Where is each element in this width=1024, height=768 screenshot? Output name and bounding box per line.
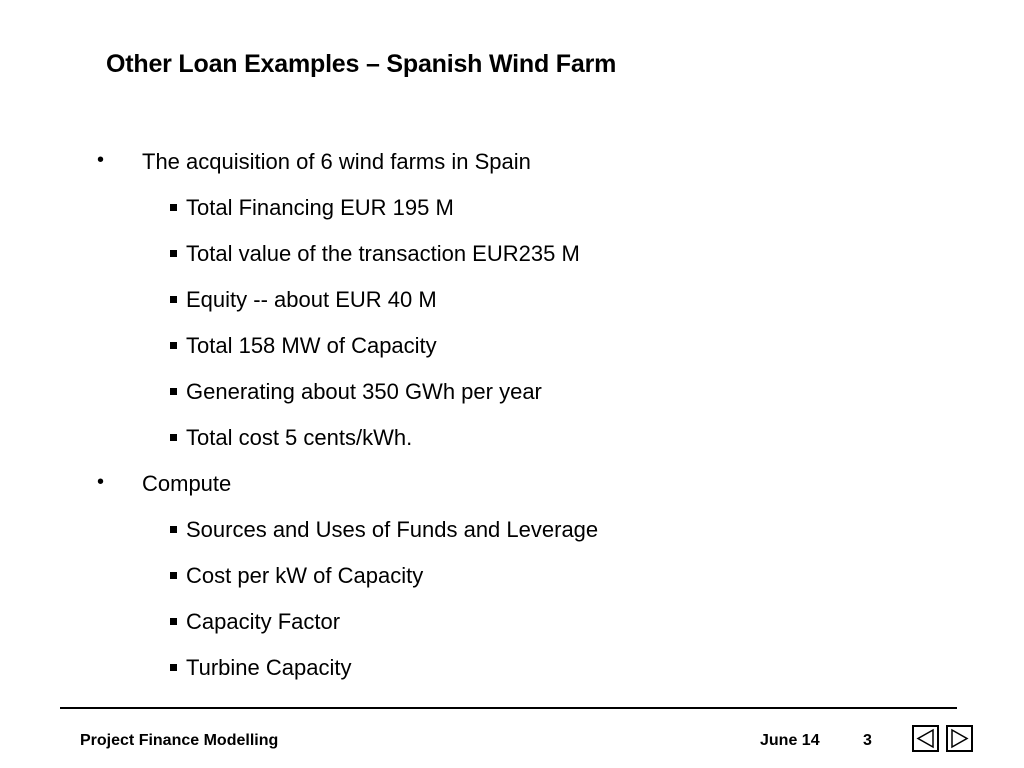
sub-bullet-text: Equity -- about EUR 40 M <box>186 287 437 312</box>
page-number: 3 <box>863 732 872 749</box>
square-bullet-icon <box>170 296 177 303</box>
square-bullet-icon <box>170 434 177 441</box>
triangle-left-icon <box>915 728 936 749</box>
bullet-text: The acquisition of 6 wind farms in Spain <box>142 149 531 174</box>
footer-divider <box>60 707 957 709</box>
footer-course-title: Project Finance Modelling <box>80 732 279 749</box>
sub-bullet-text: Turbine Capacity <box>186 655 352 680</box>
triangle-right-icon <box>949 728 970 749</box>
bullet-text: Compute <box>142 471 232 496</box>
bullet-marker: • <box>97 149 105 171</box>
square-bullet-icon <box>170 618 177 625</box>
next-slide-button[interactable] <box>946 725 973 752</box>
sub-bullet-text: Total Financing EUR 195 M <box>186 195 454 220</box>
square-bullet-icon <box>170 388 177 395</box>
square-bullet-icon <box>170 204 177 211</box>
square-bullet-icon <box>170 572 177 579</box>
square-bullet-icon <box>170 526 177 533</box>
footer-date: June 14 <box>760 732 820 749</box>
bullet-marker: • <box>97 471 105 493</box>
sub-bullet-text: Sources and Uses of Funds and Leverage <box>186 517 599 542</box>
sub-bullet-text: Capacity Factor <box>186 609 341 634</box>
sub-bullet-text: Total 158 MW of Capacity <box>186 333 437 358</box>
slide-title: Other Loan Examples – Spanish Wind Farm <box>106 50 617 78</box>
sub-bullet-text: Total value of the transaction EUR235 M <box>186 241 580 266</box>
sub-bullet-text: Total cost 5 cents/kWh. <box>186 425 413 450</box>
square-bullet-icon <box>170 342 177 349</box>
sub-bullet-text: Cost per kW of Capacity <box>186 563 424 588</box>
square-bullet-icon <box>170 664 177 671</box>
previous-slide-button[interactable] <box>912 725 939 752</box>
sub-bullet-text: Generating about 350 GWh per year <box>186 379 542 404</box>
square-bullet-icon <box>170 250 177 257</box>
